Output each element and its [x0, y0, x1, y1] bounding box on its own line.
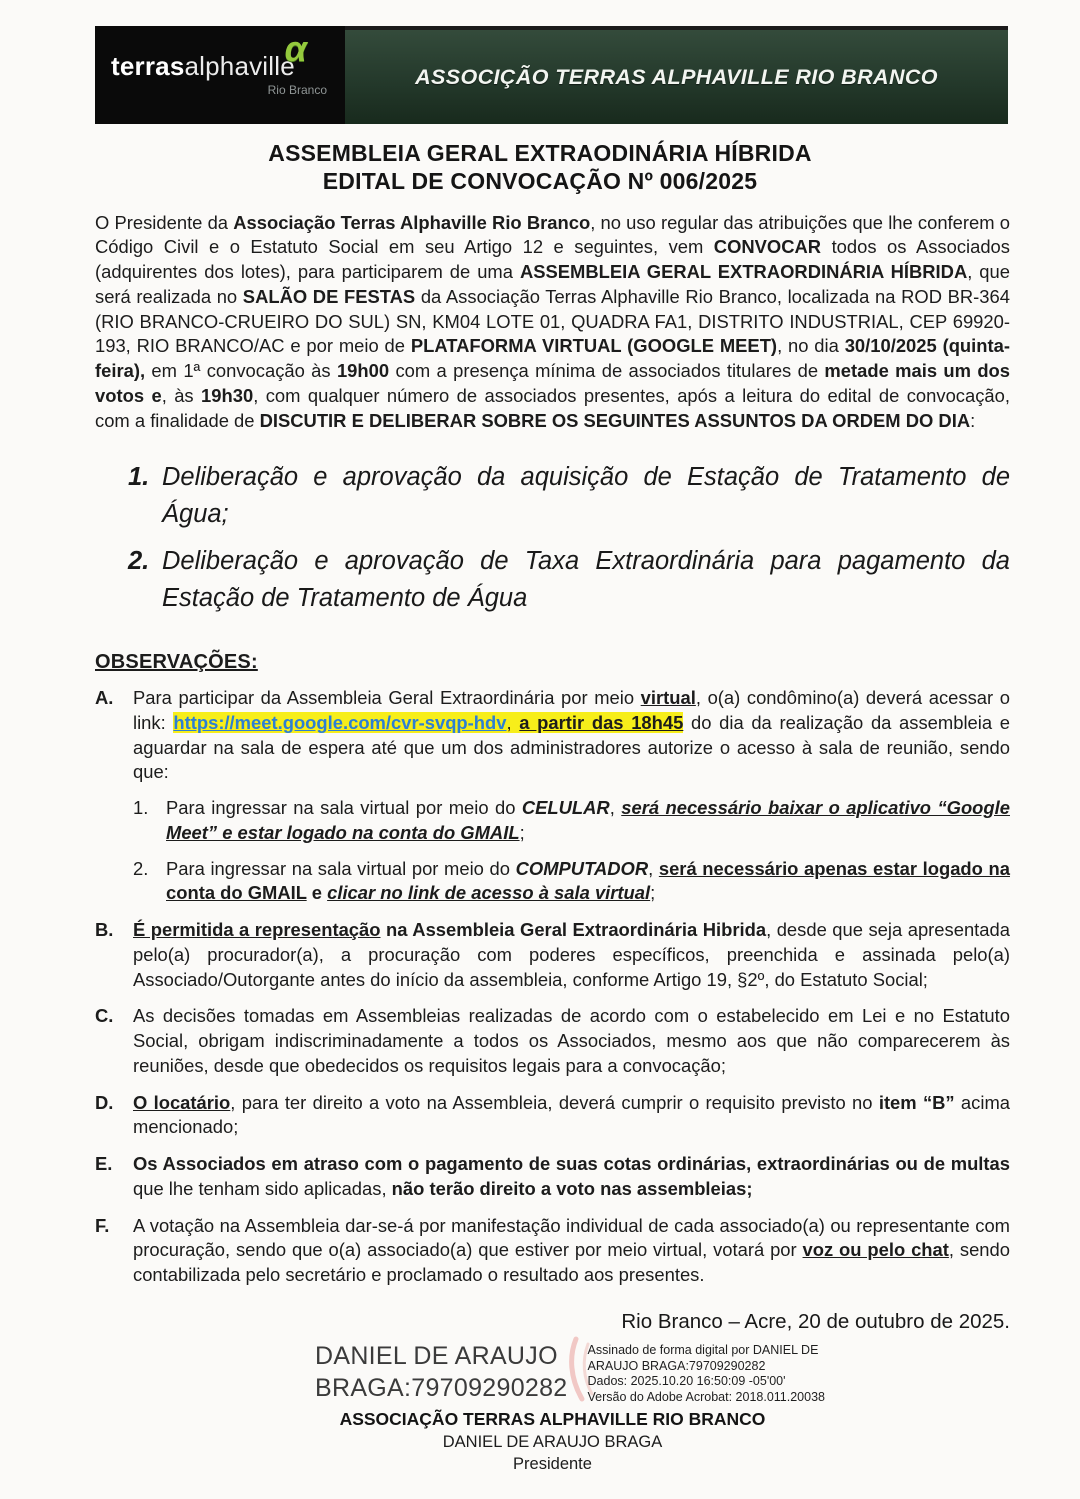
text-run: virtual — [640, 687, 696, 709]
document-title — [0, 139, 1080, 195]
text-run: clicar no link de acesso à sala virtual — [327, 882, 651, 904]
observation-item — [95, 686, 1010, 906]
text-run: É permitida a representação — [133, 919, 381, 941]
text-run: metade mais um dos votos e — [95, 360, 1011, 406]
observation-subitem — [133, 857, 1010, 907]
observation-body — [133, 1152, 1010, 1202]
text-run: voz ou pelo chat — [802, 1239, 949, 1261]
text-run: Os Associados em atraso com o pagamento de suas cotas ordinárias, extraordinárias ou de multas — [133, 1153, 1010, 1175]
date-line: Rio Branco – Acre, 20 de outubro de 2025. — [621, 1309, 1010, 1333]
document-body — [0, 211, 1080, 1485]
observation-text — [133, 686, 1010, 785]
observation-body — [133, 918, 1010, 992]
observation-letter: D. — [95, 1091, 114, 1113]
signature-detail-line: Assinado de forma digital por DANIEL DE — [587, 1342, 819, 1357]
signature-detail-line: Versão do Adobe Acrobat: 2018.011.20038 — [587, 1389, 825, 1404]
agenda-item — [128, 459, 1010, 533]
text-run: , — [648, 857, 659, 879]
banner-title: ASSOCIÇÃO TERRAS ALPHAVILLE RIO BRANCO — [415, 64, 938, 89]
intro-paragraph — [95, 211, 1010, 434]
text-run: item “B” — [878, 1091, 955, 1113]
text-run: acima mencionado; — [133, 1091, 1010, 1138]
observation-letter: E. — [95, 1153, 113, 1175]
text-run: da Associação Terras Alphaville Rio Branco, localizada na ROD BR-364 (RIO BRANCO-CRUEIRO DO SUL) SN, KM04 LOTE 01, QUADRA FA1, DISTRITO INDUSTRIAL, CEP 69920-193, RIO BRANCO/AC e por meio de — [95, 285, 1010, 357]
text-run: Para participar da Assembleia Geral Extraordinária por meio — [133, 687, 641, 709]
agenda-list — [128, 459, 1010, 617]
footer-signer-name: DANIEL DE ARAUJO BRAGA — [442, 1433, 663, 1452]
observation-letter: B. — [95, 919, 114, 941]
text-run: , que será realizada no — [95, 261, 1010, 307]
text-run: na Assembleia Geral Extraordinária Hibrida — [380, 919, 767, 941]
text-run: será necessário baixar o aplicativo “Google Meet” e estar logado na conta do GMAIL — [166, 797, 1010, 843]
observation-body — [133, 1004, 1010, 1078]
agenda-item-number: 1. — [128, 463, 150, 492]
text-run: O Presidente da — [95, 211, 234, 233]
observation-item — [95, 1091, 1010, 1141]
text-run: todos os Associados (adquirentes dos lotes), para participarem de uma — [95, 236, 1010, 282]
text-run: 19h00 — [336, 360, 390, 381]
observation-subitem — [133, 796, 1010, 846]
text-run: , no dia — [777, 335, 845, 357]
text-run: CELULAR — [521, 797, 610, 819]
agenda-item-number: 2. — [128, 547, 150, 576]
text-run: 19h30 — [201, 384, 254, 406]
text-run: será necessário apenas estar logado na conta do GMAIL — [166, 857, 1010, 904]
document-title-line1: ASSEMBLEIA GERAL EXTRAODINÁRIA HÍBRIDA — [268, 140, 812, 166]
text-run: PLATAFORMA VIRTUAL (GOOGLE MEET) — [410, 335, 778, 357]
footer-organization: ASSOCIAÇÃO TERRAS ALPHAVILLE RIO BRANCO — [339, 1409, 766, 1430]
observation-text — [133, 918, 1010, 992]
observation-text — [133, 1214, 1010, 1288]
observations-heading: OBSERVAÇÕES: — [95, 651, 258, 674]
text-run: , sendo contabilizada pelo secretário e proclamado o resultado aos presentes. — [133, 1239, 1010, 1286]
observation-text — [133, 1091, 1010, 1141]
text-run: SALÃO DE FESTAS — [242, 285, 416, 307]
signature-name-large — [315, 1340, 568, 1405]
logo-brand-bold: terras — [111, 51, 185, 81]
text-run: DISCUTIR E DELIBERAR SOBRE OS SEGUINTES ASSUNTOS DA ORDEM DO DIA — [259, 409, 971, 431]
observation-letter: C. — [95, 1005, 114, 1027]
signature-name-line1: DANIEL DE ARAUJO — [315, 1341, 558, 1370]
logo-brand-light: alphaville — [184, 51, 295, 81]
terras-alphaville-logo — [95, 26, 345, 124]
observation-text — [133, 1152, 1010, 1202]
observation-letter: F. — [95, 1214, 110, 1236]
signature-detail — [580, 1340, 825, 1406]
text-run: , para ter direito a voto na Assembleia, deverá cumprir o requisito previsto no — [230, 1091, 879, 1113]
signature-detail-line: Dados: 2025.10.20 16:50:09 -05'00' — [587, 1374, 786, 1389]
text-run: O locatário — [133, 1091, 231, 1113]
agenda-item — [128, 543, 1010, 617]
text-run: , — [506, 711, 520, 733]
subitem-number: 1. — [133, 797, 149, 819]
text-run: com a presença mínima de associados titulares de — [389, 360, 825, 381]
meet-link-url[interactable]: https://meet.google.com/cvr-svqp-hdv — [173, 711, 507, 733]
text-run: CONVOCAR — [713, 236, 822, 258]
text-run: , — [609, 797, 622, 819]
observation-text — [133, 1004, 1010, 1078]
observation-body — [133, 686, 1010, 906]
agenda-item-text: Deliberação e aprovação de Taxa Extraordinária para pagamento da Estação de Tratamento de Água — [162, 547, 1010, 613]
text-run: que lhe tenham sido aplicadas, — [133, 1177, 392, 1199]
text-run: Para ingressar na sala virtual por meio do — [166, 797, 522, 819]
document-title-line2: EDITAL DE CONVOCAÇÃO Nº 006/2025 — [322, 168, 758, 195]
logo-wordmark — [111, 28, 307, 81]
observations-list — [95, 686, 1010, 1288]
text-run: ASSEMBLEIA GERAL EXTRAORDINÁRIA HÍBRIDA — [519, 261, 968, 282]
text-run: e — [306, 882, 328, 904]
text-run: , com qualquer número de associados presentes, após a leitura do edital de convocação, com a finalidade de — [95, 384, 1010, 431]
text-run: Associação Terras Alphaville Rio Branco — [233, 211, 591, 233]
text-run: COMPUTADOR — [515, 857, 649, 879]
document-header — [0, 0, 1080, 124]
agenda-item-text: Deliberação e aprovação da aquisição de Estação de Tratamento de Água; — [162, 463, 1010, 529]
text-run: As decisões tomadas em Assembleias realizadas de acordo com o estabelecido em Lei e no Estatuto Social, obrigam indiscriminadamente a todos os Associados, mesmo aos que não comparecerem às reuniões, desde que obedecidos os requisitos legais para a convocação; — [133, 1005, 1010, 1076]
text-run: 30/10/2025 (quinta-feira), — [95, 335, 1010, 381]
text-run: , no uso regular das atribuições que lhe conferem o Código Civil e o Estatuto Social em seu Artigo 12 e seguintes, vem — [95, 211, 1010, 258]
observation-item — [95, 1152, 1010, 1202]
text-run: , desde que seja apresentada pelo(a) procurador(a), a procuração com poderes específicos, preenchida e assinada pelo(a) Associado/Outorgante antes do início da assembleia, conforme Artigo 19, §2º, do Estatuto Social; — [133, 919, 1010, 990]
text-run: não terão direito a voto nas assembleias; — [391, 1177, 753, 1199]
text-run: , às — [161, 384, 202, 406]
alpha-icon: α — [284, 28, 307, 69]
document-footer — [95, 1409, 1010, 1484]
observation-item — [95, 918, 1010, 992]
text-run: A votação na Assembleia dar-se-á por manifestação individual de cada associado(a) ou representante com procuração, sendo que o(a) associado(a) que estiver por meio virtual, votará por — [133, 1214, 1010, 1261]
footer-signer-role: Presidente — [513, 1455, 592, 1474]
association-banner — [345, 26, 1008, 124]
observation-letter: A. — [95, 687, 114, 709]
subitem-text — [166, 796, 1010, 846]
signature-detail-line: ARAUJO BRAGA:79709290282 — [587, 1358, 766, 1373]
subitem-number: 2. — [133, 857, 149, 879]
text-run: do dia da realização da assembleia e aguardar na sala de espera até que um dos administradores autorize o acesso à sala de reunião, sendo que: — [133, 711, 1010, 783]
logo-sublabel: Rio Branco — [267, 83, 327, 97]
subitem-text — [166, 857, 1010, 907]
text-run: , o(a) condômino(a) deverá acessar o link: — [133, 687, 1010, 733]
text-run: Para ingressar na sala virtual por meio do — [166, 857, 516, 879]
signature-name-line2: BRAGA:79709290282 — [315, 1374, 568, 1403]
text-run: em 1ª convocação às — [145, 360, 337, 381]
text-run: ; — [519, 821, 525, 843]
text-run: : — [970, 409, 976, 431]
observation-item — [95, 1214, 1010, 1288]
digital-signature-block — [95, 1340, 1010, 1406]
observation-body — [133, 1091, 1010, 1141]
text-run: ; — [650, 882, 656, 904]
observation-item — [95, 1004, 1010, 1078]
text-run: a partir das 18h45 — [519, 711, 684, 733]
observation-body — [133, 1214, 1010, 1288]
